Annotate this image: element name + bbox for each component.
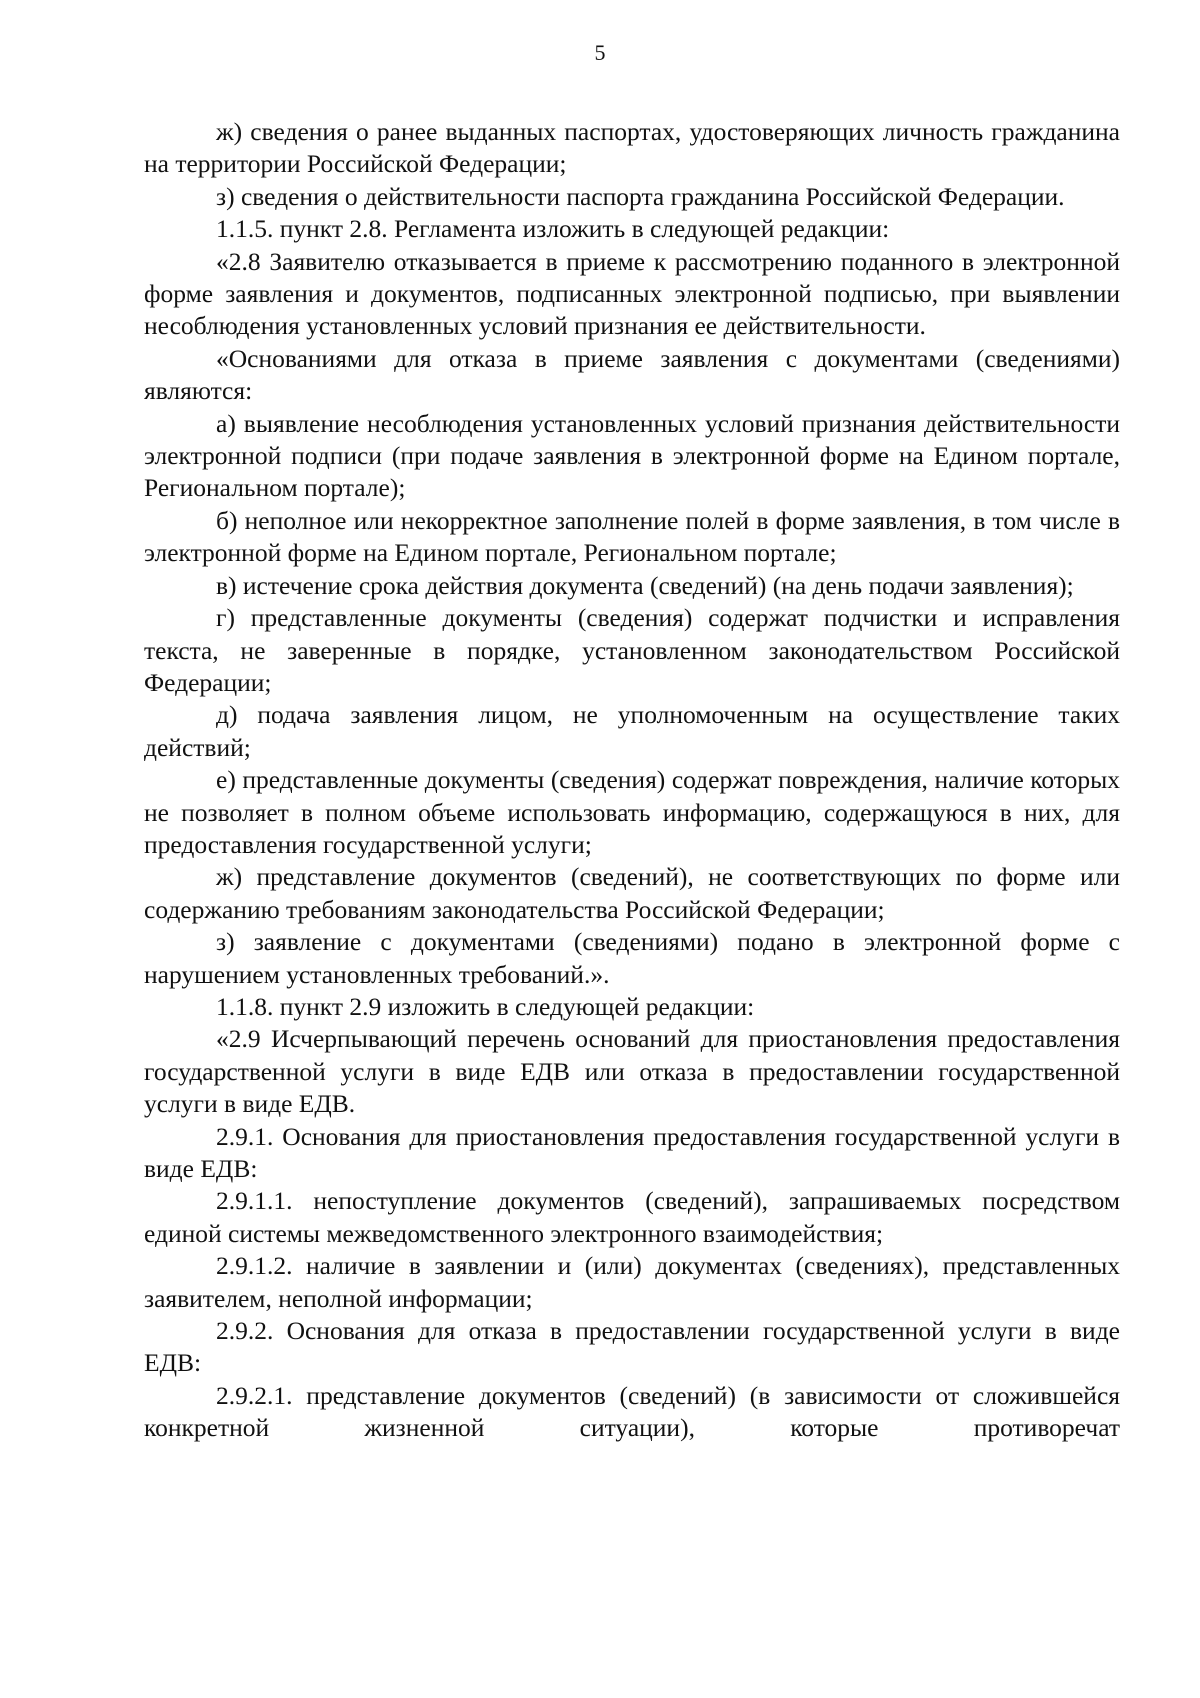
list-item-d: д) подача заявления лицом, не уполномоченным на осуществление таких действий; bbox=[144, 700, 1120, 762]
paragraph-clause-2-9-2-1: 2.9.2.1. представление документов (сведений) (в зависимости от сложившейся конкретной жизненной ситуации), которые противоречат bbox=[144, 1380, 1120, 1443]
paragraph-clause-2-8: «2.8 Заявителю отказывается в приеме к рассмотрению поданного в электронной форме заявления и документов, подписанных электронной подписью, при выявлении несоблюдения установленных условий признания ее действительности. bbox=[144, 246, 1120, 341]
paragraph-clause-2-9-2: 2.9.2. Основания для отказа в предоставлении государственной услуги в виде ЕДВ: bbox=[144, 1316, 1120, 1378]
list-item-v: в) истечение срока действия документа (сведений) (на день подачи заявления); bbox=[216, 570, 1074, 600]
paragraph-clause-1-1-8: 1.1.8. пункт 2.9 изложить в следующей редакции: bbox=[216, 991, 755, 1021]
page-number: 5 bbox=[594, 40, 606, 65]
paragraph-passport-validity: з) сведения о действительности паспорта гражданина Российской Федерации. bbox=[216, 181, 1065, 211]
document-body bbox=[144, 116, 1120, 1445]
list-item-b: б) неполное или некорректное заполнение полей в форме заявления, в том числе в электронной форме на Едином портале, Региональном портале; bbox=[144, 505, 1120, 568]
list-item-e: е) представленные документы (сведения) содержат повреждения, наличие которых не позволяет в полном объеме использовать информацию, содержащуюся в них, для предоставления государственной услуги; bbox=[144, 765, 1120, 859]
paragraph-clause-2-9: «2.9 Исчерпывающий перечень оснований для приостановления предоставления государственной услуги в виде ЕДВ или отказа в предоставлении государственной услуги в виде ЕДВ. bbox=[144, 1024, 1120, 1119]
list-item-zh: ж) представление документов (сведений), не соответствующих по форме или содержанию требованиям законодательства Российской Федерации; bbox=[144, 862, 1120, 924]
list-item-z: з) заявление с документами (сведениями) подано в электронной форме с нарушением установленных требований.». bbox=[144, 927, 1120, 989]
paragraph-clause-2-9-1: 2.9.1. Основания для приостановления предоставления государственной услуги в виде ЕДВ: bbox=[144, 1121, 1120, 1183]
paragraph-clause-1-1-5: 1.1.5. пункт 2.8. Регламента изложить в следующей редакции: bbox=[216, 214, 890, 244]
paragraph-clause-2-9-1-2: 2.9.1.2. наличие в заявлении и (или) документах (сведениях), представленных заявителем, неполной информации; bbox=[144, 1251, 1120, 1313]
paragraph-grounds-for-refusal: «Основаниями для отказа в приеме заявления с документами (сведениями) являются: bbox=[144, 343, 1120, 406]
list-item-a: а) выявление несоблюдения установленных условий признания действительности электронной подписи (при подаче заявления в электронной форме на Едином портале, Региональном портале); bbox=[144, 408, 1120, 503]
list-item-g: г) представленные документы (сведения) содержат подчистки и исправления текста, не заверенные в порядке, установленном законодательством Российской Федерации; bbox=[144, 603, 1120, 697]
paragraph-passports-history: ж) сведения о ранее выданных паспортах, удостоверяющих личность гражданина на территории Российской Федерации; bbox=[144, 117, 1120, 179]
paragraph-clause-2-9-1-1: 2.9.1.1. непоступление документов (сведений), запрашиваемых посредством единой системы межведомственного электронного взаимодействия; bbox=[144, 1186, 1120, 1248]
